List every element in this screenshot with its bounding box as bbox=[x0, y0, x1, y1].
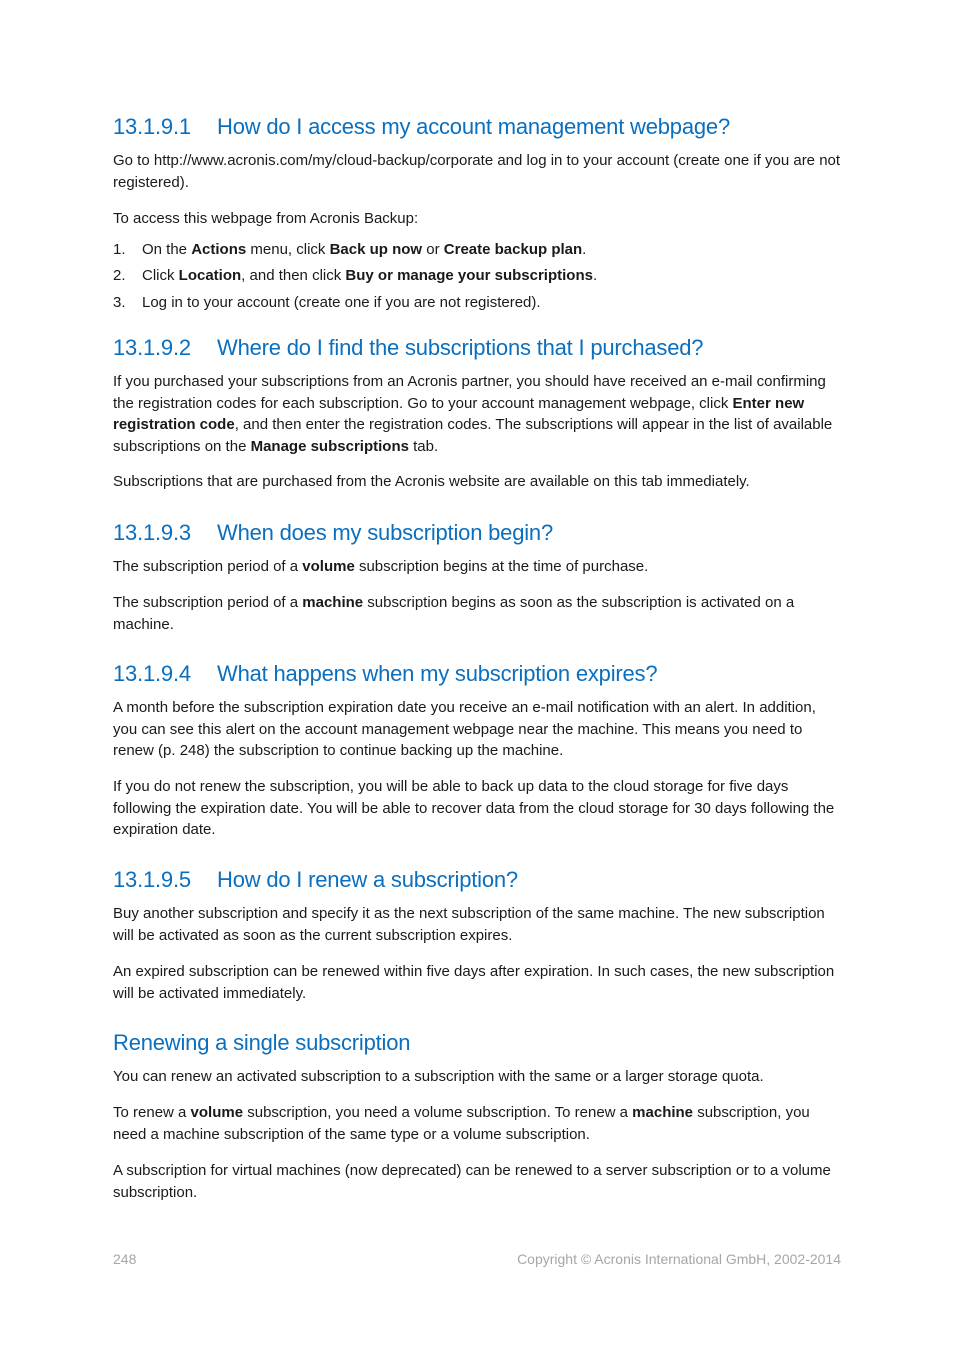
subheading-renewing-single-subscription: Renewing a single subscription bbox=[113, 1030, 411, 1055]
section-title: When does my subscription begin? bbox=[217, 520, 554, 545]
paragraph: To access this webpage from Acronis Backup: bbox=[113, 210, 419, 227]
section-title: How do I renew a subscription? bbox=[217, 867, 518, 892]
paragraph: You can renew an activated subscription to a subscription with the same or a larger storage quota. bbox=[113, 1068, 764, 1085]
heading-subscription-expires bbox=[113, 661, 657, 687]
paragraph: The subscription period of a volume subscription begins at the time of purchase. bbox=[113, 558, 649, 575]
paragraph: If you purchased your subscriptions from an Acronis partner, you should have received an e-mail confirming the registration codes for each subscription. Go to your account management webpage, click Enter new registration code, and then enter the registration codes. The subscriptions will appear in the list of available subscriptions on the Manage subscriptions tab. bbox=[113, 373, 833, 455]
section-number: 13.1.9.5 bbox=[113, 867, 191, 892]
section-number: 13.1.9.1 bbox=[113, 114, 191, 139]
page-number: 248 bbox=[113, 1251, 137, 1267]
paragraph: A subscription for virtual machines (now deprecated) can be renewed to a server subscription or to a volume subscription. bbox=[113, 1162, 831, 1201]
section-number: 13.1.9.3 bbox=[113, 520, 191, 545]
paragraph: To renew a volume subscription, you need a volume subscription. To renew a machine subscription, you need a machine subscription of the same type or a volume subscription. bbox=[113, 1104, 810, 1143]
paragraph: Subscriptions that are purchased from the Acronis website are available on this tab immediately. bbox=[113, 473, 750, 490]
list-item: 2. Click Location, and then click Buy or manage your subscriptions. bbox=[113, 267, 598, 284]
section-number: 13.1.9.4 bbox=[113, 661, 191, 686]
section-title: How do I access my account management webpage? bbox=[217, 114, 730, 139]
section-number: 13.1.9.2 bbox=[113, 335, 191, 360]
copyright-notice: Copyright © Acronis International GmbH, 2002-2014 bbox=[517, 1251, 841, 1267]
paragraph: If you do not renew the subscription, you will be able to back up data to the cloud storage for five days following the expiration date. You will be able to recover data from the cloud storage for 30 days following the expiration date. bbox=[113, 778, 835, 838]
list-item: 1. On the Actions menu, click Back up now or Create backup plan. bbox=[113, 241, 587, 258]
paragraph: The subscription period of a machine subscription begins as soon as the subscription is activated on a machine. bbox=[113, 594, 795, 633]
section-title: What happens when my subscription expires? bbox=[217, 661, 658, 686]
section-title: Where do I find the subscriptions that I purchased? bbox=[217, 335, 704, 360]
list-item: 3. Log in to your account (create one if you are not registered). bbox=[113, 294, 541, 311]
heading-renew-subscription bbox=[113, 867, 518, 893]
heading-find-subscriptions bbox=[113, 335, 703, 361]
heading-subscription-begin bbox=[113, 520, 553, 546]
paragraph: An expired subscription can be renewed within five days after expiration. In such cases, the new subscription will be activated immediately. bbox=[113, 963, 835, 1002]
paragraph: Buy another subscription and specify it as the next subscription of the same machine. The new subscription will be activated as soon as the current subscription expires. bbox=[113, 905, 825, 944]
paragraph: Go to http://www.acronis.com/my/cloud-backup/corporate and log in to your account (create one if you are not registered). bbox=[113, 152, 841, 191]
heading-access-account-webpage bbox=[113, 114, 730, 140]
paragraph: A month before the subscription expiration date you receive an e-mail notification with an alert. In addition, you can see this alert on the account management webpage near the machine. This means you need to renew (p. 248) the subscription to continue backing up the machine. bbox=[113, 699, 816, 759]
